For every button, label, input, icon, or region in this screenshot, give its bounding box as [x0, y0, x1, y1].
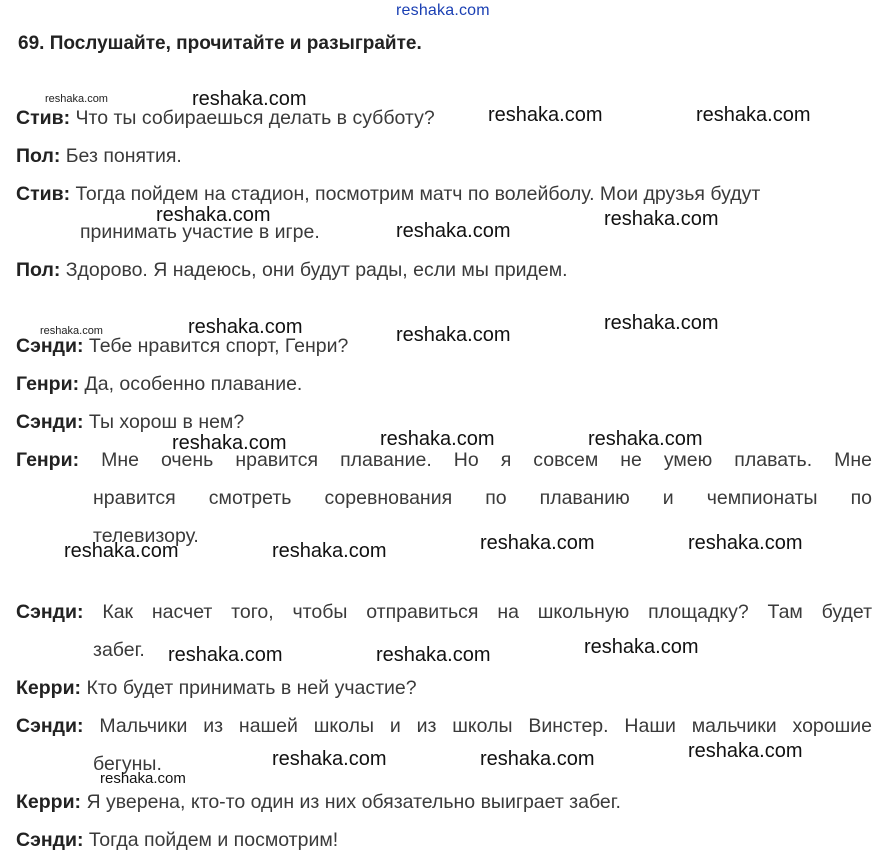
- speaker-name: Генри:: [16, 373, 80, 395]
- line-text: Тогда пойдем и посмотрим!: [88, 829, 339, 851]
- watermark: reshaka.com: [688, 532, 803, 554]
- line-continuation: забег.: [93, 639, 145, 661]
- watermark: reshaka.com: [45, 93, 108, 105]
- watermark: reshaka.com: [604, 312, 719, 334]
- dialogue-line: [16, 790, 621, 814]
- watermark: reshaka.com: [480, 532, 595, 554]
- dialogue-line: [16, 410, 244, 434]
- line-text: Я уверена, кто-то один из них обязательно выиграет забег.: [86, 791, 621, 813]
- speaker-name: Сэнди:: [16, 411, 84, 433]
- dialogue-line: [16, 372, 302, 396]
- watermark: reshaka.com: [376, 644, 491, 666]
- line-text: Кто будет принимать в ней участие?: [86, 677, 417, 699]
- watermark: reshaka.com: [100, 770, 186, 787]
- watermark: reshaka.com: [272, 748, 387, 770]
- dialogue-line: [16, 676, 417, 700]
- speaker-name: Стив:: [16, 107, 71, 129]
- watermark: reshaka.com: [488, 104, 603, 126]
- watermark: reshaka.com: [688, 740, 803, 762]
- line-text: Без понятия.: [65, 145, 182, 167]
- watermark: reshaka.com: [272, 540, 387, 562]
- speaker-name: Пол:: [16, 145, 61, 167]
- speaker-name: Керри:: [16, 791, 82, 813]
- watermark: reshaka.com: [64, 540, 179, 562]
- line-text: Ты хорош в нем?: [88, 411, 245, 433]
- line-text: Как насчет того, чтобы отправиться на школьную площадку? Там будет: [102, 601, 873, 623]
- watermark: reshaka.com: [192, 88, 307, 110]
- speaker-name: Керри:: [16, 677, 82, 699]
- exercise-title: 69. Послушайте, прочитайте и разыграйте.: [18, 33, 422, 54]
- dialogue-line: [16, 182, 760, 206]
- line-continuation: нравится смотреть соревнования по плаванию и чемпионаты по: [93, 487, 872, 509]
- watermark: reshaka.com: [156, 204, 271, 226]
- header-watermark: reshaka.com: [396, 2, 490, 19]
- watermark: reshaka.com: [584, 636, 699, 658]
- speaker-name: Сэнди:: [16, 829, 84, 851]
- line-text: Да, особенно плавание.: [84, 373, 303, 395]
- watermark: reshaka.com: [172, 432, 287, 454]
- watermark: reshaka.com: [380, 428, 495, 450]
- speaker-name: Сэнди:: [16, 715, 84, 737]
- line-continuation: телевизору.: [93, 525, 199, 547]
- line-text: Мальчики из нашей школы и из школы Винстер. Наши мальчики хорошие: [99, 715, 872, 737]
- dialogue-line: [16, 828, 338, 852]
- watermark: reshaka.com: [696, 104, 811, 126]
- watermark: reshaka.com: [396, 220, 511, 242]
- line-text: Тебе нравится спорт, Генри?: [88, 335, 349, 357]
- watermark: reshaka.com: [188, 316, 303, 338]
- line-continuation: бегуны.: [93, 753, 162, 775]
- watermark: reshaka.com: [40, 325, 103, 337]
- watermark: reshaka.com: [168, 644, 283, 666]
- dialogue-line: [16, 714, 872, 738]
- line-text: Что ты собираешься делать в субботу?: [75, 107, 435, 129]
- line-text: Тогда пойдем на стадион, посмотрим матч по волейболу. Мои друзья будут: [75, 183, 761, 205]
- dialogue-line: [16, 600, 872, 624]
- dialogue-line: [16, 258, 568, 282]
- speaker-name: Генри:: [16, 449, 80, 471]
- speaker-name: Сэнди:: [16, 335, 84, 357]
- dialogue-line: [16, 448, 872, 472]
- watermark: reshaka.com: [588, 428, 703, 450]
- watermark: reshaka.com: [480, 748, 595, 770]
- watermark: reshaka.com: [604, 208, 719, 230]
- dialogue-line: [16, 144, 182, 168]
- speaker-name: Стив:: [16, 183, 71, 205]
- line-text: Здорово. Я надеюсь, они будут рады, если мы придем.: [65, 259, 568, 281]
- speaker-name: Сэнди:: [16, 601, 84, 623]
- speaker-name: Пол:: [16, 259, 61, 281]
- line-continuation: принимать участие в игре.: [80, 221, 320, 243]
- watermark: reshaka.com: [396, 324, 511, 346]
- line-text: Мне очень нравится плавание. Но я совсем не умею плавать. Мне: [101, 449, 872, 471]
